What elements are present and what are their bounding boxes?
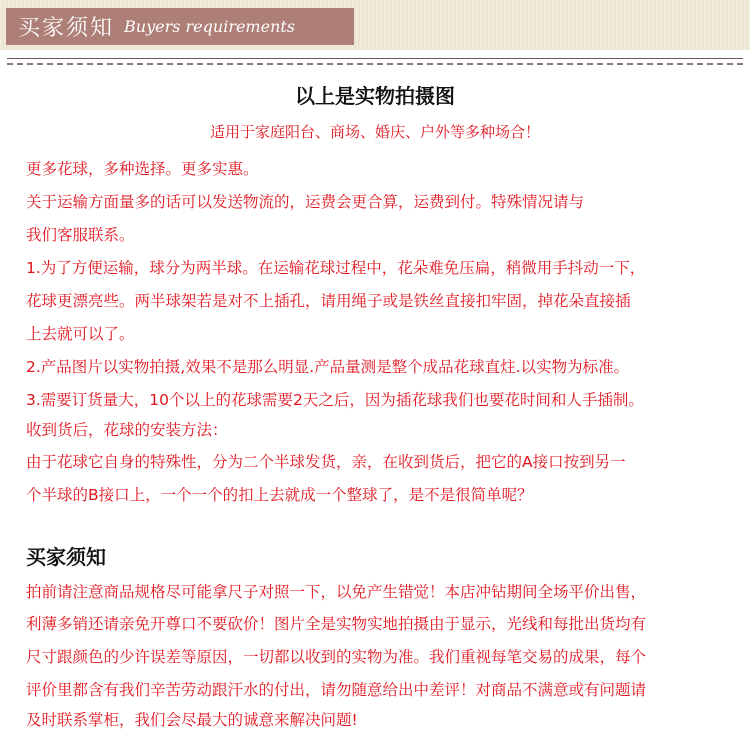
body-line: 关于运输方面量多的话可以发送物流的，运费会更合算，运费到付。特殊情况请与 — [26, 193, 585, 211]
body-line: 我们客服联系。 — [26, 226, 135, 244]
buyers-requirements-banner — [6, 8, 354, 45]
body-line: 个半球的B接口上，一个一个的扣上去就成一个整球了，是不是很简单呢？ — [26, 486, 533, 504]
body-line: 收到货后，花球的安装方法： — [26, 421, 228, 439]
notice-line: 尺寸跟颜色的少许误差等原因，一切都以收到的实物为准。我们重视每笔交易的成果，每个 — [26, 648, 647, 666]
header-divider — [7, 58, 743, 59]
page-heading: 以上是实物拍摄图 — [295, 84, 455, 108]
body-line: 由于花球它自身的特殊性，分为二个半球发货，亲，在收到货后，把它的A接口按到另一 — [26, 453, 626, 471]
notice-line: 拍前请注意商品规格尽可能拿尺子对照一下，以免产生错觉！本店冲钻期间全场平价出售， — [26, 583, 647, 601]
notice-line: 利薄多销还请亲免开尊口不要砍价！图片全是实物实地拍摄由于显示，光线和每批出货均有 — [26, 615, 647, 633]
body-line: 1.为了方便运输，球分为两半球。在运输花球过程中，花朵难免压扁，稍微用手抖动一下， — [26, 259, 646, 277]
body-line: 2.产品图片以实物拍摄,效果不是那么明显.产品量测是整个成品花球直炷.以实物为标准。 — [26, 358, 630, 376]
page-subheading: 适用于家庭阳台、商场、婚庆、户外等多种场合！ — [209, 123, 540, 141]
banner-title-en: Buyers requirements — [124, 17, 296, 36]
body-line: 3.需要订货量大，10个以上的花球需要2天之后，因为插花球我们也要花时间和人手插制。 — [26, 391, 644, 409]
header-dashed-divider — [7, 63, 743, 65]
body-line: 花球更漂亮些。两半球架若是对不上插孔，请用绳子或是铁丝直接扣牢固，掉花朵直接插 — [26, 292, 631, 310]
body-line: 上去就可以了。 — [26, 325, 135, 343]
body-line: 更多花球，多种选择。更多实惠。 — [26, 160, 259, 178]
notice-title: 买家须知 — [26, 545, 106, 569]
banner-title-cn: 买家须知 — [18, 16, 115, 41]
notice-line: 评价里都含有我们辛苦劳动跟汗水的付出，请勿随意给出中差评！对商品不满意或有问题请 — [26, 681, 647, 699]
notice-line: 及时联系掌柜，我们会尽最大的诚意来解决问题! — [26, 711, 358, 729]
